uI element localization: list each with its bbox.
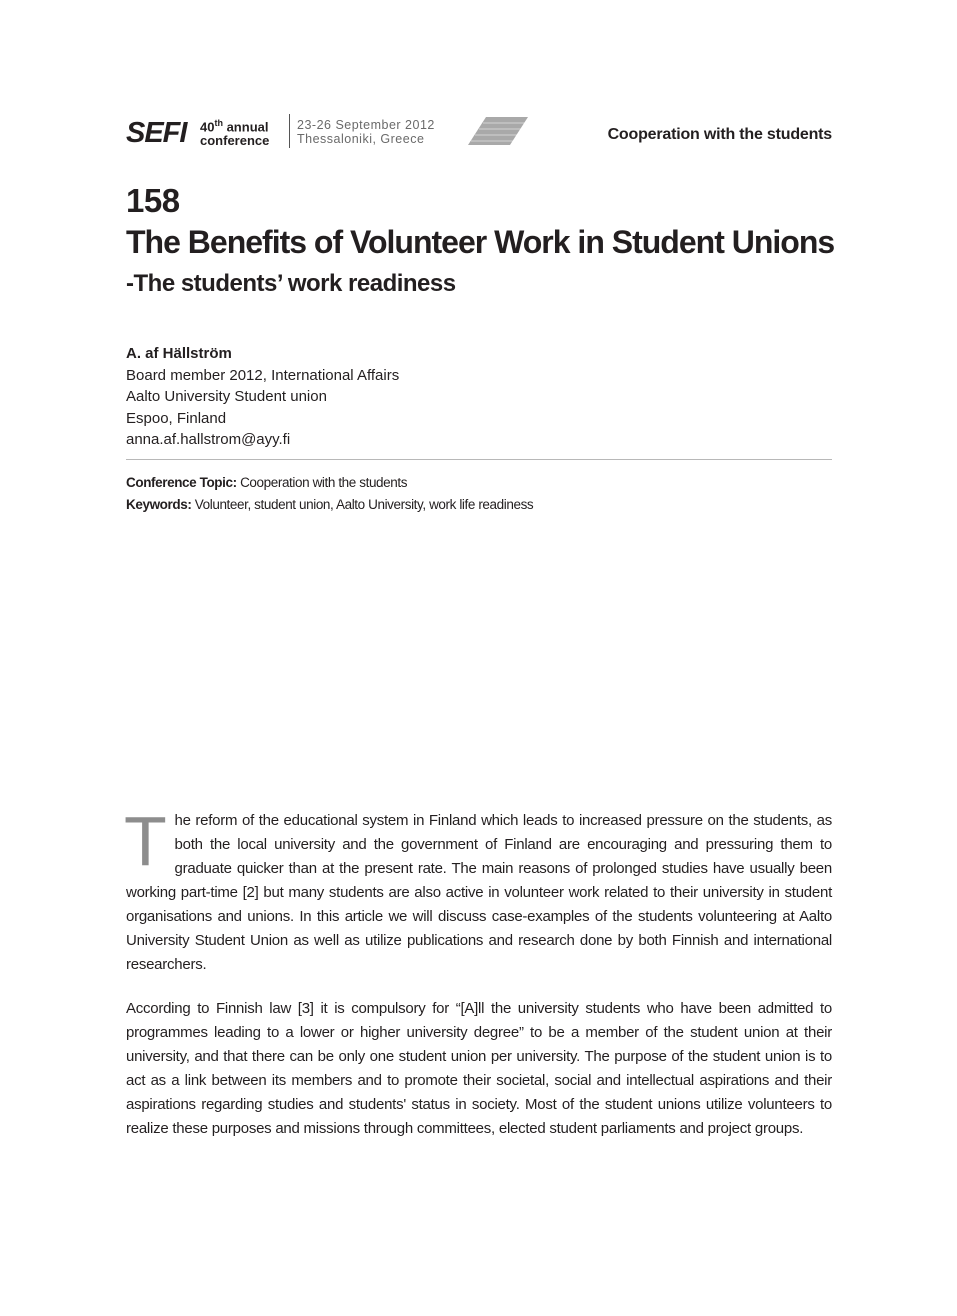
author-email: anna.af.hallstrom@ayy.fi xyxy=(126,431,291,448)
conference-topic-label: Conference Topic: xyxy=(126,475,237,490)
author-city: Espoo, Finland xyxy=(126,409,227,427)
body-paragraph-1 xyxy=(124,802,832,977)
sefi-logo-text: SEFI xyxy=(126,117,187,146)
paper-subtitle: -The students’ work readiness xyxy=(126,270,456,297)
conference-dates xyxy=(297,118,435,146)
conference-location: Thessaloniki, Greece xyxy=(297,132,425,146)
author-block xyxy=(126,343,399,451)
body-paragraph-2: According to Finnish law [3] it is compulsory for “[A]ll the university students who have been admitted to programmes leading to a lower or higher university degree” to be a member of the student union at their university, and that there can be only one student union per university. The purpose of the student union is to act as a link between its members and to promote their societal, social and intellectual aspirations and their aspirations regarding studies and students' status in society. Most of the student unions utilize volunteers to realize these purposes and missions through committees, elected student parliaments and project groups. xyxy=(126,1000,832,1137)
section-title: Cooperation with the students xyxy=(607,126,832,143)
keywords-value: Volunteer, student union, Aalto University, work life readiness xyxy=(191,496,534,512)
conference-topic-value: Cooperation with the students xyxy=(236,475,408,490)
keywords-label: Keywords: xyxy=(126,496,192,512)
conference-ordinal: th xyxy=(214,118,223,128)
horizontal-rule xyxy=(126,459,832,460)
author-organisation: Aalto University Student union xyxy=(126,388,327,405)
keywords-line xyxy=(126,494,533,516)
page-header xyxy=(126,112,832,152)
drop-cap: T xyxy=(124,802,167,880)
paper-number: 158 xyxy=(126,182,180,219)
conference-word: conference xyxy=(200,133,270,149)
paper-title: The Benefits of Volunteer Work in Student Unions xyxy=(126,224,835,260)
conference-date-range: 23-26 September 2012 xyxy=(297,118,435,132)
decorative-stripe xyxy=(468,117,528,145)
sefi-logo xyxy=(126,116,190,146)
conference-number: 40 xyxy=(200,119,215,135)
conference-topic-line xyxy=(126,472,533,494)
paper-meta xyxy=(126,472,533,515)
conference-label xyxy=(200,116,269,148)
author-role: Board member 2012, International Affairs xyxy=(126,366,400,384)
paragraph-1-text: he reform of the educational system in Finland which leads to increased pressure on the students, as both the local university and the government of Finland are encouraging and pressuring them to graduate quicker than at the present rate. The main reasons of prolonged studies have usually been working part-time [2] but many students are also active in volunteer work related to their university in student organisations and unions. In this article we will discuss case-examples of the students volunteering at Aalto University Student Union as well as utilize publications and research done by both Finnish and international researchers. xyxy=(126,812,832,973)
conference-annual: annual xyxy=(222,119,269,135)
header-divider xyxy=(289,114,290,148)
author-name: A. af Hällström xyxy=(126,345,232,362)
